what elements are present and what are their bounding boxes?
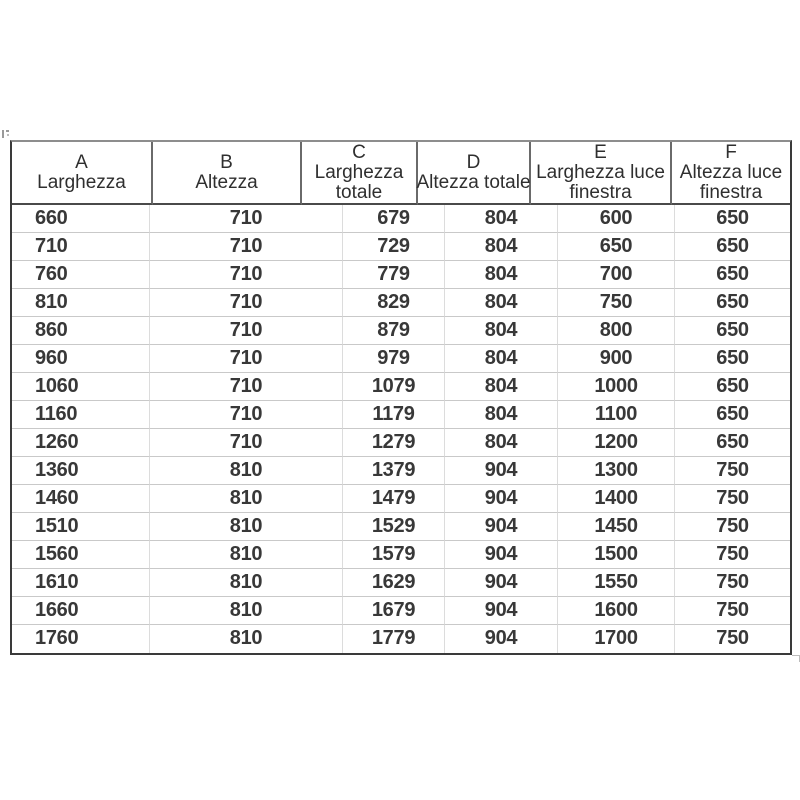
column-header-c — [302, 142, 418, 205]
cell-c: 1579 — [343, 541, 445, 569]
column-header-line: Larghezza luce — [536, 161, 665, 183]
cell-b: 710 — [150, 289, 343, 317]
cell-a: 760 — [12, 261, 150, 289]
column-header-line: D — [466, 151, 481, 173]
cell-c: 879 — [343, 317, 445, 345]
cell-a: 1160 — [12, 401, 150, 429]
scan-artifact-corner-bracket — [792, 655, 800, 662]
cell-b: 710 — [150, 317, 343, 345]
column-header-line: B — [220, 151, 233, 173]
cell-b: 710 — [150, 345, 343, 373]
column-header-line: Altezza — [195, 171, 258, 193]
cell-b: 810 — [150, 485, 343, 513]
table-row — [12, 541, 790, 569]
column-header-b — [153, 142, 302, 205]
column-header-line: Larghezza — [37, 171, 126, 193]
cell-c: 1379 — [343, 457, 445, 485]
column-header-line: E — [594, 141, 607, 163]
cell-b: 810 — [150, 569, 343, 597]
cell-e: 1550 — [558, 569, 675, 597]
cell-a: 1760 — [12, 625, 150, 653]
cell-a: 860 — [12, 317, 150, 345]
table-row — [12, 345, 790, 373]
cell-e: 1300 — [558, 457, 675, 485]
cell-f: 750 — [675, 457, 790, 485]
cell-d: 904 — [445, 597, 558, 625]
column-header-line: Altezza luce — [679, 161, 783, 183]
cell-a: 1460 — [12, 485, 150, 513]
cell-c: 679 — [343, 205, 445, 233]
cell-b: 710 — [150, 401, 343, 429]
cell-d: 804 — [445, 205, 558, 233]
column-header-e — [531, 142, 672, 205]
table-row — [12, 261, 790, 289]
cell-f: 650 — [675, 429, 790, 457]
table-row — [12, 373, 790, 401]
cell-e: 1500 — [558, 541, 675, 569]
cell-e: 1400 — [558, 485, 675, 513]
cell-f: 750 — [675, 541, 790, 569]
cell-f: 650 — [675, 401, 790, 429]
cell-d: 904 — [445, 457, 558, 485]
cell-e: 700 — [558, 261, 675, 289]
cell-b: 810 — [150, 541, 343, 569]
cell-f: 750 — [675, 569, 790, 597]
column-header-line: Altezza totale — [416, 171, 531, 193]
cell-e: 600 — [558, 205, 675, 233]
scan-artifact-mark — [7, 134, 9, 136]
cell-b: 710 — [150, 373, 343, 401]
cell-a: 1360 — [12, 457, 150, 485]
table-row — [12, 513, 790, 541]
cell-f: 650 — [675, 261, 790, 289]
cell-e: 800 — [558, 317, 675, 345]
cell-c: 729 — [343, 233, 445, 261]
cell-e: 1200 — [558, 429, 675, 457]
cell-e: 1450 — [558, 513, 675, 541]
cell-a: 1260 — [12, 429, 150, 457]
cell-c: 779 — [343, 261, 445, 289]
cell-f: 650 — [675, 373, 790, 401]
cell-e: 1100 — [558, 401, 675, 429]
cell-b: 810 — [150, 597, 343, 625]
cell-a: 660 — [12, 205, 150, 233]
cell-d: 804 — [445, 317, 558, 345]
cell-f: 750 — [675, 513, 790, 541]
table-row — [12, 485, 790, 513]
cell-f: 650 — [675, 345, 790, 373]
cell-c: 1179 — [343, 401, 445, 429]
dimensions-table — [10, 140, 792, 655]
cell-b: 810 — [150, 457, 343, 485]
cell-a: 1510 — [12, 513, 150, 541]
column-header-line: C — [352, 141, 366, 163]
column-header-line: finestra — [699, 181, 763, 203]
cell-f: 650 — [675, 289, 790, 317]
cell-d: 804 — [445, 289, 558, 317]
cell-b: 810 — [150, 625, 343, 653]
cell-d: 904 — [445, 541, 558, 569]
cell-e: 900 — [558, 345, 675, 373]
cell-e: 650 — [558, 233, 675, 261]
cell-f: 650 — [675, 205, 790, 233]
cell-d: 804 — [445, 429, 558, 457]
cell-c: 1679 — [343, 597, 445, 625]
cell-b: 710 — [150, 261, 343, 289]
column-header-d — [418, 142, 531, 205]
cell-e: 1000 — [558, 373, 675, 401]
cell-b: 710 — [150, 233, 343, 261]
table-row — [12, 205, 790, 233]
cell-d: 904 — [445, 485, 558, 513]
column-header-a — [12, 142, 153, 205]
table-row — [12, 625, 790, 653]
scan-artifact-mark — [6, 130, 9, 132]
cell-c: 829 — [343, 289, 445, 317]
cell-a: 1610 — [12, 569, 150, 597]
cell-c: 1079 — [343, 373, 445, 401]
scan-artifact-corner-icon — [2, 129, 11, 139]
table-row — [12, 317, 790, 345]
cell-d: 804 — [445, 401, 558, 429]
cell-d: 804 — [445, 261, 558, 289]
cell-e: 1600 — [558, 597, 675, 625]
cell-a: 960 — [12, 345, 150, 373]
cell-f: 650 — [675, 233, 790, 261]
cell-e: 1700 — [558, 625, 675, 653]
cell-d: 804 — [445, 373, 558, 401]
cell-a: 810 — [12, 289, 150, 317]
cell-c: 1629 — [343, 569, 445, 597]
scan-artifact-mark — [2, 130, 4, 138]
cell-a: 1560 — [12, 541, 150, 569]
cell-b: 810 — [150, 513, 343, 541]
cell-f: 750 — [675, 485, 790, 513]
cell-b: 710 — [150, 429, 343, 457]
cell-d: 904 — [445, 513, 558, 541]
table-row — [12, 233, 790, 261]
table-body — [12, 205, 790, 653]
cell-c: 979 — [343, 345, 445, 373]
table-row — [12, 401, 790, 429]
cell-f: 650 — [675, 317, 790, 345]
column-header-line: Larghezza — [314, 161, 404, 183]
cell-f: 750 — [675, 597, 790, 625]
cell-c: 1529 — [343, 513, 445, 541]
table-row — [12, 429, 790, 457]
cell-f: 750 — [716, 627, 749, 649]
cell-d: 804 — [445, 345, 558, 373]
cell-c: 1279 — [343, 429, 445, 457]
cell-d: 804 — [445, 233, 558, 261]
table-row — [12, 457, 790, 485]
cell-d: 904 — [445, 569, 558, 597]
cell-a: 1060 — [12, 373, 150, 401]
table-row — [12, 569, 790, 597]
cell-c: 1479 — [343, 485, 445, 513]
column-header-line: F — [725, 141, 737, 163]
table-row — [12, 597, 790, 625]
cell-a: 1660 — [12, 597, 150, 625]
cell-b: 710 — [150, 205, 343, 233]
column-header-line: totale — [335, 181, 383, 203]
cell-a: 710 — [12, 233, 150, 261]
cell-d: 904 — [445, 625, 558, 653]
column-header-line: finestra — [569, 181, 632, 203]
cell-e: 750 — [558, 289, 675, 317]
table-header-row — [12, 142, 790, 205]
column-header-f — [672, 142, 790, 205]
cell-c: 1779 — [343, 625, 445, 653]
column-header-line: A — [75, 151, 88, 173]
table-row — [12, 289, 790, 317]
